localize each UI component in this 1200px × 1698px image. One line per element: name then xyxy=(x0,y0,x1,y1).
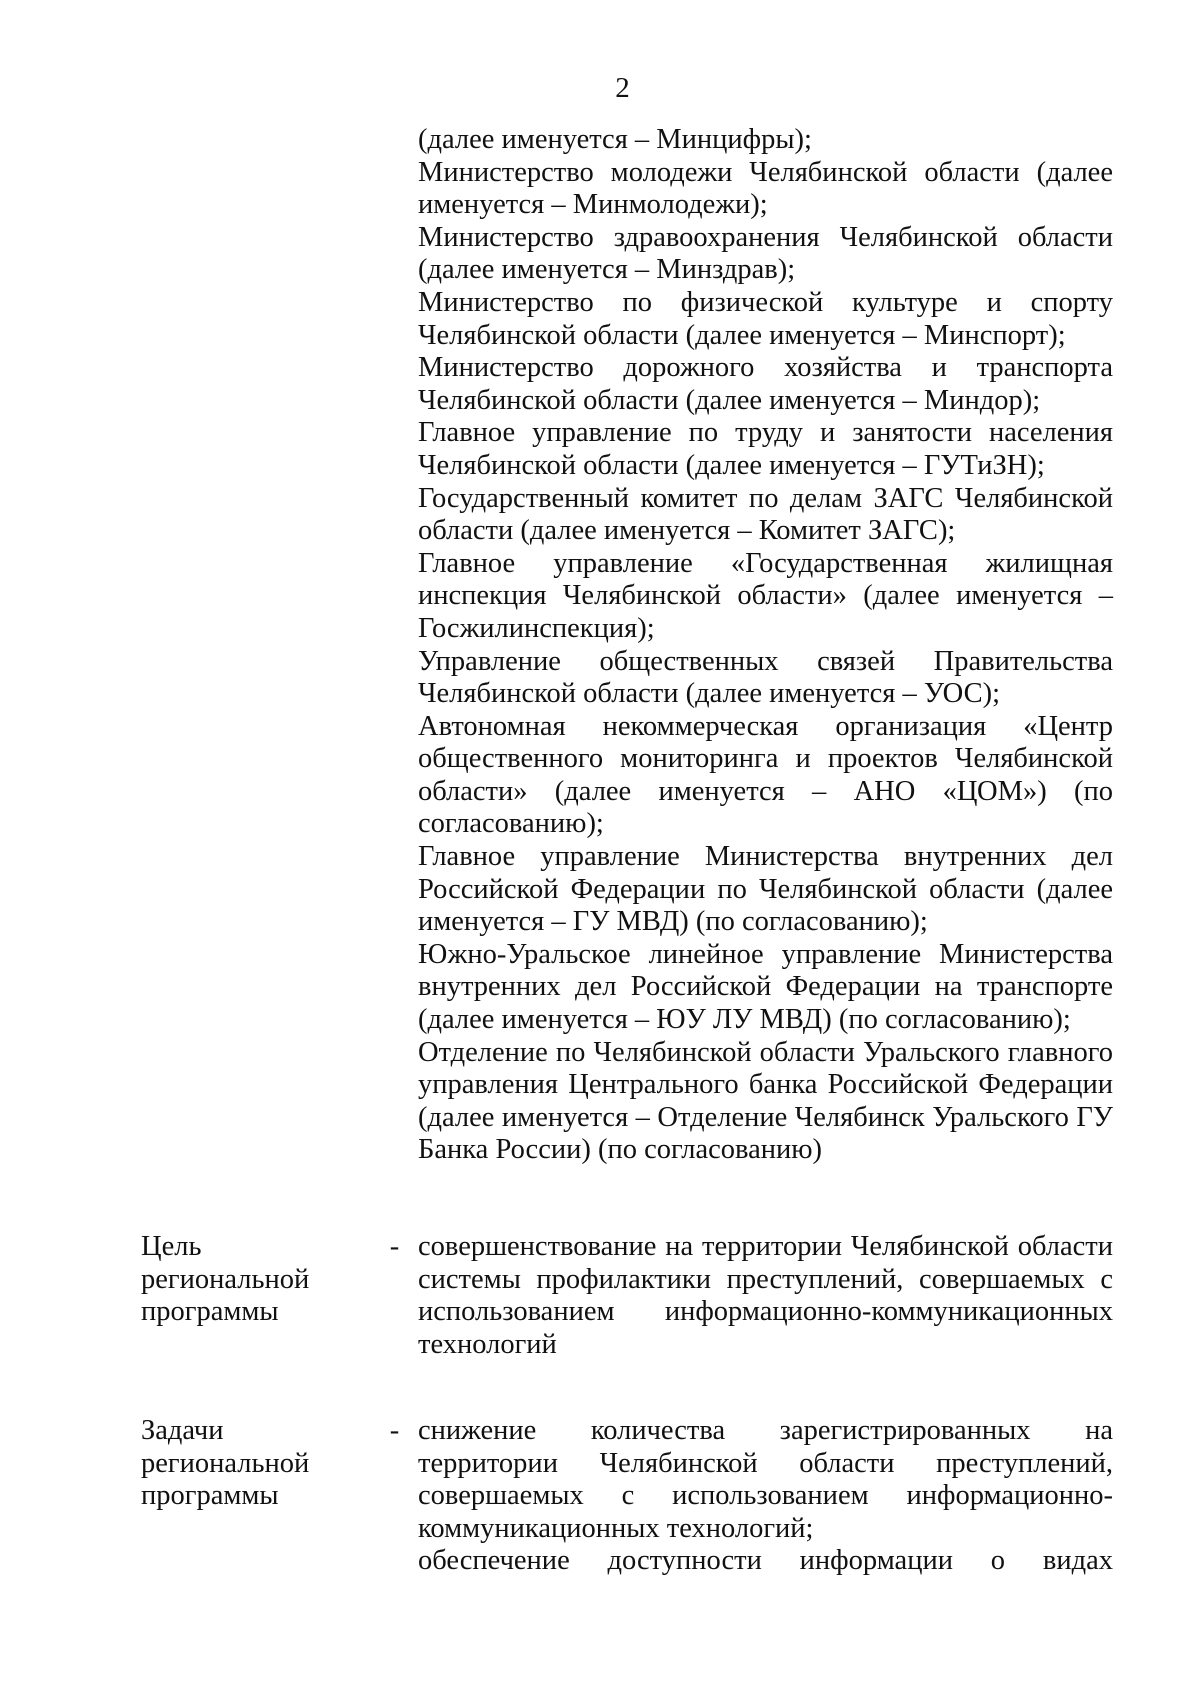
executor-item: Главное управление Министерства внутренних дел Российской Федерации по Челябинской области (далее именуется – ГУ МВД) (по согласованию); xyxy=(418,841,1113,938)
goal-dash: - xyxy=(389,1231,400,1262)
executor-item: Министерство молодежи Челябинской области (далее именуется – Минмолодежи); xyxy=(418,156,1113,221)
goal-body xyxy=(418,1231,1113,1361)
executor-item: Южно-Уральское линейное управление Министерства внутренних дел Российской Федерации на транспорте (далее именуется – ЮУ ЛУ МВД) (по согласованию); xyxy=(418,938,1113,1036)
executor-item: Государственный комитет по делам ЗАГС Челябинской области (далее именуется – Комитет ЗАГС); xyxy=(418,482,1113,547)
goal-text: совершенствование на территории Челябинской области системы профилактики преступлений, совершаемых с использованием информационно-коммуникационных технологий xyxy=(418,1231,1113,1360)
executor-item: Автономная некоммерческая организация «Центр общественного мониторинга и проектов Челябинской области» (далее именуется – АНО «ЦОМ») (по согласованию); xyxy=(418,710,1113,840)
task-item: снижение количества зарегистрированных на территории Челябинской области преступлений, совершаемых с использованием информационно-коммуникационных технологий; xyxy=(418,1415,1113,1544)
executor-item: Управление общественных связей Правительства Челябинской области (далее именуется – УОС); xyxy=(418,645,1113,710)
tasks-dash: - xyxy=(389,1415,400,1446)
executor-item: Главное управление «Государственная жилищная инспекция Челябинской области» (далее именуется – Госжилинспекция); xyxy=(418,547,1113,644)
page-number: 2 xyxy=(615,72,630,104)
tasks-label: Задачи региональной программы xyxy=(141,1415,310,1511)
executor-item: Главное управление по труду и занятости населения Челябинской области (далее именуется – ГУТиЗН); xyxy=(418,417,1113,481)
goal-label: Цель региональной программы xyxy=(141,1231,310,1327)
task-item: обеспечение доступности информации о видах xyxy=(418,1545,1113,1576)
goal-section xyxy=(141,1231,1116,1361)
tasks-body xyxy=(418,1415,1113,1578)
executor-item: Министерство по физической культуре и спорту Челябинской области (далее именуется – Минспорт); xyxy=(418,286,1113,351)
tasks-section xyxy=(141,1415,1116,1578)
executors-list xyxy=(418,124,1113,1167)
executor-item: Министерство здравоохранения Челябинской области (далее именуется – Минздрав); xyxy=(418,221,1113,286)
executor-item: (далее именуется – Минцифры); xyxy=(418,124,812,155)
executor-item: Отделение по Челябинской области Уральского главного управления Центрального банка Российской Федерации (далее именуется – Отделение Челябинск Уральского ГУ Банка России) (по согласованию) xyxy=(418,1036,1113,1166)
executor-item: Министерство дорожного хозяйства и транспорта Челябинской области (далее именуется – Миндор); xyxy=(418,352,1113,416)
